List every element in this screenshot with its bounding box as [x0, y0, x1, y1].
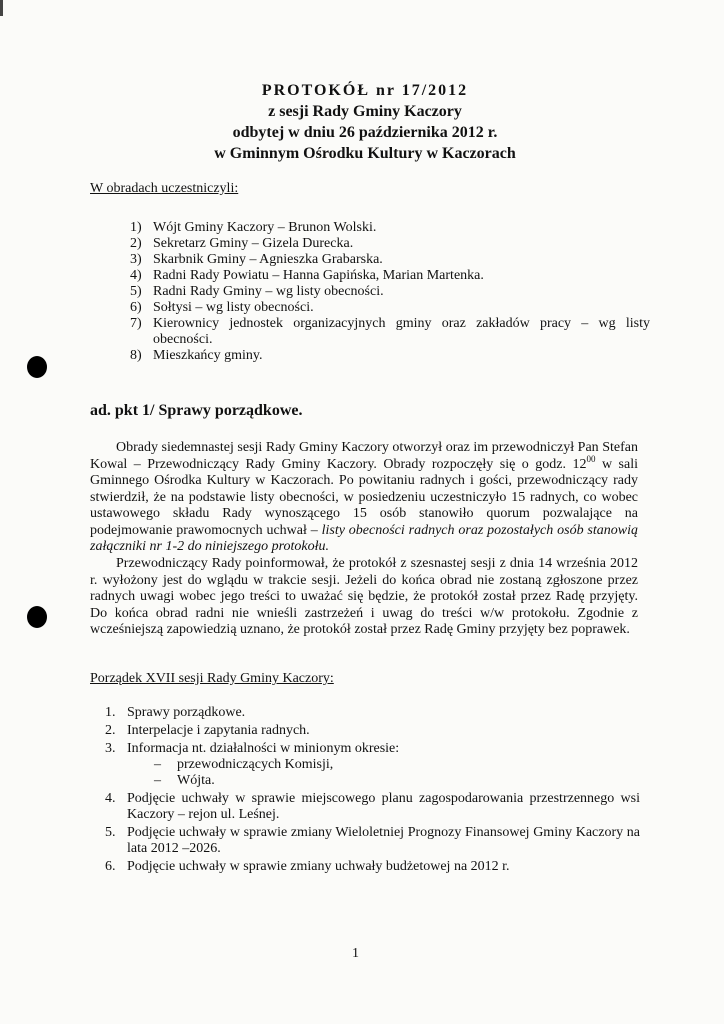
list-item: 5) Radni Rady Gminy – wg listy obecności.	[130, 284, 384, 299]
paragraph-minutes-approval: Przewodniczący Rady poinformował, że protokół z szesnastej sesji z dnia 14 września 2012 r. wyłożony jest do wglądu w trakcie sesji. Jeżeli do końca obrad nie zostaną zgłoszone przez radnych uwagi wobec jego treści to uważać się będzie, że protokół został przez Radę przyjęty. Do końca obrad radni nie wnieśli zastrzeżeń i uwag do treści w/w protokołu. Zgodnie z wcześniejszą zapowiedzią uznano, że protokół został przez Radę Gminy przyjęty bez poprawek.	[90, 556, 638, 637]
page-number: 1	[352, 946, 359, 961]
list-item: – Wójta.	[154, 773, 215, 788]
paragraph-opening: Obrady siedemnastej sesji Rady Gminy Kaczory otworzył oraz im przewodniczył Pan Stefan Kowal – Przewodniczący Rady Gminy Kaczory. Obrady rozpoczęły się o godz. $12^{00}$ w sali Gminnego Ośrodka Kultury w Kaczorach. Po powitaniu radnych i gości, przewodniczący rady stwierdził, że na podstawie listy obecności, w posiedzeniu uczestniczyło 15 radnych, co wobec ustawowego składu Rady wynoszącego 15 osób stanowiło quorum pozwalające na podejmowanie prawomocnych uchwał – listy obecności radnych oraz pozostałych osób stanowią załączniki nr 1-2 do niniejszego protokołu.	[90, 440, 638, 554]
punch-hole	[27, 606, 47, 628]
list-item: 1. Sprawy porządkowe.	[105, 705, 246, 720]
title-line-2: z sesji Rady Gminy Kaczory	[268, 103, 462, 120]
title-line-1: PROTOKÓŁ nr 17/2012	[261, 82, 469, 99]
document-title	[150, 80, 580, 164]
list-item: 2) Sekretarz Gminy – Gizela Durecka.	[130, 236, 354, 251]
scan-edge-mark	[0, 0, 3, 16]
list-item: 1) Wójt Gminy Kaczory – Brunon Wolski.	[130, 220, 377, 235]
list-item: 3) Skarbnik Gminy – Agnieszka Grabarska.	[130, 252, 383, 267]
list-item: 4. Podjęcie uchwały w sprawie miejscowego planu zagospodarowania przestrzennego wsi Kaczory – rejon ul. Leśnej.	[105, 791, 640, 822]
section-heading: ad. pkt 1/ Sprawy porządkowe.	[90, 402, 303, 419]
attendance-list	[130, 220, 650, 364]
attendance-heading: W obradach uczestniczyli:	[90, 181, 239, 196]
title-line-3: odbytej w dniu 26 października 2012 r.	[232, 124, 498, 141]
agenda-list	[105, 705, 640, 877]
list-item: 3. Informacja nt. działalności w minionym okresie: – przewodniczących Komisji, – Wójta.	[105, 741, 640, 789]
list-item: 6) Sołtysi – wg listy obecności.	[130, 300, 314, 315]
list-item: 6. Podjęcie uchwały w sprawie zmiany uchwały budżetowej na 2012 r.	[105, 859, 510, 874]
punch-hole	[27, 356, 47, 378]
agenda-heading: Porządek XVII sesji Rady Gminy Kaczory:	[90, 671, 334, 686]
list-item: 2. Interpelacje i zapytania radnych.	[105, 723, 310, 738]
title-line-4: w Gminnym Ośrodku Kultury w Kaczorach	[214, 145, 516, 162]
list-item: – przewodniczących Komisji,	[154, 757, 334, 772]
list-item: 4) Radni Rady Powiatu – Hanna Gapińska, Marian Martenka.	[130, 268, 484, 283]
list-item: 5. Podjęcie uchwały w sprawie zmiany Wieloletniej Prognozy Finansowej Gminy Kaczory na lata 2012 –2026.	[105, 825, 640, 856]
list-item: 8) Mieszkańcy gminy.	[130, 348, 263, 363]
list-item: 7) Kierownicy jednostek organizacyjnych gminy oraz zakładów pracy – wg listy obecności.	[130, 316, 650, 347]
agenda-sublist	[127, 757, 640, 789]
